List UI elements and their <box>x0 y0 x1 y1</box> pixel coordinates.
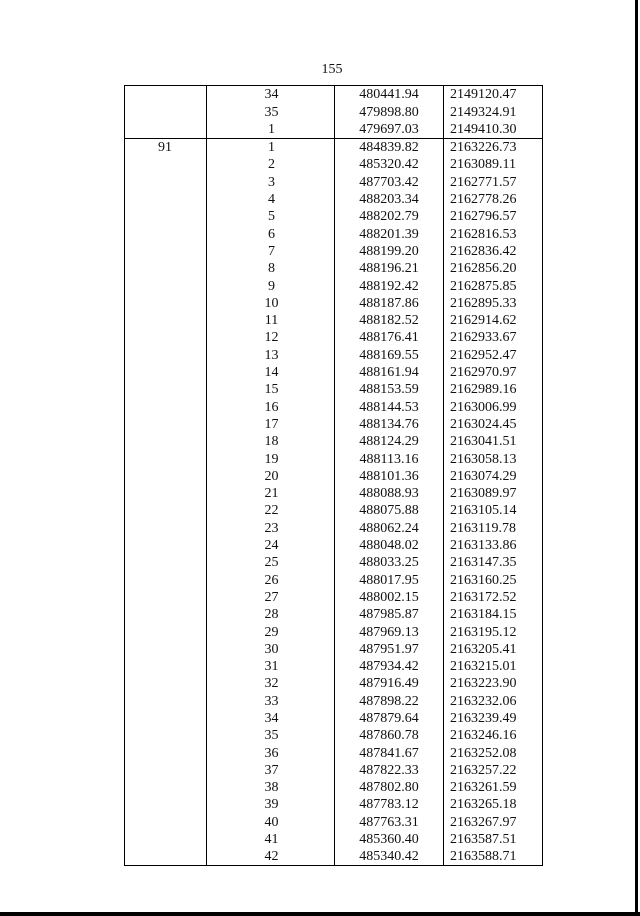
cell-point-number: 25 <box>207 554 335 571</box>
cell-point-number: 8 <box>207 260 335 277</box>
cell-x-coordinate: 487822.33 <box>335 762 444 779</box>
cell-y-coordinate: 2163239.49 <box>444 710 543 727</box>
table-row <box>125 641 543 658</box>
cell-point-number: 29 <box>207 623 335 640</box>
table-row <box>125 727 543 744</box>
table-row <box>125 502 543 519</box>
cell-y-coordinate: 2162796.57 <box>444 208 543 225</box>
cell-y-coordinate: 2163205.41 <box>444 641 543 658</box>
cell-y-coordinate: 2162771.57 <box>444 173 543 190</box>
scan-border-right <box>635 0 638 916</box>
cell-y-coordinate: 2162914.62 <box>444 312 543 329</box>
cell-group-id <box>125 260 207 277</box>
cell-point-number: 39 <box>207 796 335 813</box>
cell-y-coordinate: 2163195.12 <box>444 623 543 640</box>
table-row <box>125 346 543 363</box>
cell-y-coordinate: 2163172.52 <box>444 589 543 606</box>
cell-y-coordinate: 2149410.30 <box>444 121 543 139</box>
table-row <box>125 312 543 329</box>
cell-x-coordinate: 479697.03 <box>335 121 444 139</box>
cell-point-number: 35 <box>207 103 335 120</box>
cell-y-coordinate: 2163024.45 <box>444 416 543 433</box>
cell-y-coordinate: 2162778.26 <box>444 191 543 208</box>
cell-x-coordinate: 488182.52 <box>335 312 444 329</box>
cell-x-coordinate: 485360.40 <box>335 831 444 848</box>
cell-point-number: 34 <box>207 86 335 104</box>
cell-group-id <box>125 450 207 467</box>
cell-x-coordinate: 479898.80 <box>335 103 444 120</box>
cell-y-coordinate: 2162970.97 <box>444 364 543 381</box>
cell-y-coordinate: 2163147.35 <box>444 554 543 571</box>
cell-point-number: 24 <box>207 537 335 554</box>
cell-x-coordinate: 488192.42 <box>335 277 444 294</box>
cell-x-coordinate: 488033.25 <box>335 554 444 571</box>
cell-point-number: 14 <box>207 364 335 381</box>
cell-group-id <box>125 156 207 173</box>
cell-point-number: 37 <box>207 762 335 779</box>
cell-group-id <box>125 208 207 225</box>
cell-x-coordinate: 487985.87 <box>335 606 444 623</box>
cell-group-id <box>125 762 207 779</box>
cell-x-coordinate: 485340.42 <box>335 848 444 866</box>
cell-y-coordinate: 2162875.85 <box>444 277 543 294</box>
cell-point-number: 30 <box>207 641 335 658</box>
cell-y-coordinate: 2163223.90 <box>444 675 543 692</box>
cell-x-coordinate: 488196.21 <box>335 260 444 277</box>
cell-point-number: 32 <box>207 675 335 692</box>
cell-x-coordinate: 488062.24 <box>335 519 444 536</box>
cell-y-coordinate: 2149324.91 <box>444 103 543 120</box>
cell-group-id <box>125 710 207 727</box>
cell-group-id <box>125 295 207 312</box>
cell-y-coordinate: 2149120.47 <box>444 86 543 104</box>
table-row <box>125 86 543 104</box>
table-row <box>125 277 543 294</box>
cell-x-coordinate: 487763.31 <box>335 813 444 830</box>
table-row <box>125 848 543 866</box>
scan-border-bottom <box>0 912 640 916</box>
table-row <box>125 225 543 242</box>
table-row <box>125 243 543 260</box>
cell-group-id <box>125 346 207 363</box>
cell-x-coordinate: 488203.34 <box>335 191 444 208</box>
cell-point-number: 19 <box>207 450 335 467</box>
cell-x-coordinate: 488101.36 <box>335 468 444 485</box>
cell-y-coordinate: 2163232.06 <box>444 692 543 709</box>
cell-x-coordinate: 487951.97 <box>335 641 444 658</box>
cell-y-coordinate: 2163252.08 <box>444 744 543 761</box>
cell-x-coordinate: 488144.53 <box>335 398 444 415</box>
cell-y-coordinate: 2163588.71 <box>444 848 543 866</box>
cell-x-coordinate: 487879.64 <box>335 710 444 727</box>
cell-point-number: 6 <box>207 225 335 242</box>
cell-y-coordinate: 2162836.42 <box>444 243 543 260</box>
cell-group-id <box>125 537 207 554</box>
cell-group-id <box>125 277 207 294</box>
table-row <box>125 485 543 502</box>
table-row <box>125 191 543 208</box>
cell-point-number: 42 <box>207 848 335 866</box>
cell-y-coordinate: 2163105.14 <box>444 502 543 519</box>
cell-point-number: 33 <box>207 692 335 709</box>
cell-group-id <box>125 86 207 104</box>
cell-y-coordinate: 2163261.59 <box>444 779 543 796</box>
cell-group-id <box>125 831 207 848</box>
cell-group-id <box>125 502 207 519</box>
cell-group-id <box>125 554 207 571</box>
cell-x-coordinate: 488202.79 <box>335 208 444 225</box>
cell-y-coordinate: 2163119.78 <box>444 519 543 536</box>
table-row <box>125 295 543 312</box>
table-row <box>125 398 543 415</box>
cell-group-id <box>125 571 207 588</box>
cell-y-coordinate: 2163215.01 <box>444 658 543 675</box>
cell-x-coordinate: 487916.49 <box>335 675 444 692</box>
cell-x-coordinate: 488017.95 <box>335 571 444 588</box>
cell-x-coordinate: 488187.86 <box>335 295 444 312</box>
cell-group-id <box>125 191 207 208</box>
cell-group-id: 91 <box>125 138 207 156</box>
cell-x-coordinate: 488075.88 <box>335 502 444 519</box>
cell-y-coordinate: 2163246.16 <box>444 727 543 744</box>
cell-point-number: 36 <box>207 744 335 761</box>
cell-point-number: 15 <box>207 381 335 398</box>
cell-point-number: 16 <box>207 398 335 415</box>
table-row <box>125 623 543 640</box>
table-row <box>125 537 543 554</box>
cell-x-coordinate: 488113.16 <box>335 450 444 467</box>
cell-y-coordinate: 2162816.53 <box>444 225 543 242</box>
cell-y-coordinate: 2163160.25 <box>444 571 543 588</box>
cell-y-coordinate: 2162952.47 <box>444 346 543 363</box>
cell-point-number: 11 <box>207 312 335 329</box>
cell-x-coordinate: 485320.42 <box>335 156 444 173</box>
cell-point-number: 13 <box>207 346 335 363</box>
cell-point-number: 10 <box>207 295 335 312</box>
cell-x-coordinate: 480441.94 <box>335 86 444 104</box>
cell-point-number: 31 <box>207 658 335 675</box>
cell-x-coordinate: 487898.22 <box>335 692 444 709</box>
table-row <box>125 519 543 536</box>
cell-group-id <box>125 381 207 398</box>
cell-x-coordinate: 488201.39 <box>335 225 444 242</box>
cell-y-coordinate: 2162933.67 <box>444 329 543 346</box>
cell-group-id <box>125 225 207 242</box>
cell-group-id <box>125 675 207 692</box>
cell-y-coordinate: 2162895.33 <box>444 295 543 312</box>
cell-x-coordinate: 487783.12 <box>335 796 444 813</box>
cell-group-id <box>125 329 207 346</box>
table-row <box>125 658 543 675</box>
cell-group-id <box>125 727 207 744</box>
table-row <box>125 260 543 277</box>
cell-group-id <box>125 173 207 190</box>
table-row <box>125 381 543 398</box>
table-row <box>125 450 543 467</box>
cell-point-number: 23 <box>207 519 335 536</box>
cell-group-id <box>125 623 207 640</box>
cell-x-coordinate: 487860.78 <box>335 727 444 744</box>
cell-group-id <box>125 312 207 329</box>
cell-group-id <box>125 779 207 796</box>
table-row <box>125 416 543 433</box>
table-row <box>125 103 543 120</box>
table-row <box>125 468 543 485</box>
table-row <box>125 433 543 450</box>
cell-y-coordinate: 2163041.51 <box>444 433 543 450</box>
cell-group-id <box>125 468 207 485</box>
cell-group-id <box>125 243 207 260</box>
cell-point-number: 41 <box>207 831 335 848</box>
cell-point-number: 12 <box>207 329 335 346</box>
cell-point-number: 9 <box>207 277 335 294</box>
coordinates-table-body <box>125 86 543 866</box>
table-row <box>125 813 543 830</box>
cell-point-number: 28 <box>207 606 335 623</box>
cell-y-coordinate: 2163265.18 <box>444 796 543 813</box>
cell-y-coordinate: 2163257.22 <box>444 762 543 779</box>
cell-y-coordinate: 2163184.15 <box>444 606 543 623</box>
cell-group-id <box>125 416 207 433</box>
cell-y-coordinate: 2163587.51 <box>444 831 543 848</box>
cell-group-id <box>125 519 207 536</box>
table-row <box>125 329 543 346</box>
cell-group-id <box>125 744 207 761</box>
table-row <box>125 796 543 813</box>
cell-y-coordinate: 2163089.11 <box>444 156 543 173</box>
cell-x-coordinate: 488124.29 <box>335 433 444 450</box>
cell-point-number: 7 <box>207 243 335 260</box>
cell-y-coordinate: 2163089.97 <box>444 485 543 502</box>
cell-point-number: 2 <box>207 156 335 173</box>
cell-group-id <box>125 433 207 450</box>
cell-point-number: 34 <box>207 710 335 727</box>
cell-x-coordinate: 484839.82 <box>335 138 444 156</box>
page-number: 155 <box>321 62 343 77</box>
cell-y-coordinate: 2163267.97 <box>444 813 543 830</box>
cell-group-id <box>125 658 207 675</box>
cell-point-number: 38 <box>207 779 335 796</box>
cell-group-id <box>125 121 207 139</box>
cell-x-coordinate: 487969.13 <box>335 623 444 640</box>
cell-group-id <box>125 606 207 623</box>
cell-x-coordinate: 487841.67 <box>335 744 444 761</box>
cell-group-id <box>125 848 207 866</box>
cell-point-number: 18 <box>207 433 335 450</box>
table-row <box>125 571 543 588</box>
cell-group-id <box>125 398 207 415</box>
cell-x-coordinate: 488176.41 <box>335 329 444 346</box>
cell-y-coordinate: 2163226.73 <box>444 138 543 156</box>
cell-x-coordinate: 488169.55 <box>335 346 444 363</box>
cell-point-number: 40 <box>207 813 335 830</box>
table-row <box>125 589 543 606</box>
cell-point-number: 3 <box>207 173 335 190</box>
cell-point-number: 22 <box>207 502 335 519</box>
cell-point-number: 21 <box>207 485 335 502</box>
cell-y-coordinate: 2163074.29 <box>444 468 543 485</box>
cell-x-coordinate: 487802.80 <box>335 779 444 796</box>
table-row <box>125 744 543 761</box>
table-row <box>125 675 543 692</box>
table-row <box>125 156 543 173</box>
cell-y-coordinate: 2163133.86 <box>444 537 543 554</box>
table-row <box>125 121 543 139</box>
cell-group-id <box>125 796 207 813</box>
table-row <box>125 692 543 709</box>
cell-y-coordinate: 2162989.16 <box>444 381 543 398</box>
cell-group-id <box>125 589 207 606</box>
cell-y-coordinate: 2163006.99 <box>444 398 543 415</box>
cell-y-coordinate: 2162856.20 <box>444 260 543 277</box>
cell-x-coordinate: 488002.15 <box>335 589 444 606</box>
cell-group-id <box>125 364 207 381</box>
cell-x-coordinate: 488161.94 <box>335 364 444 381</box>
cell-group-id <box>125 813 207 830</box>
cell-point-number: 26 <box>207 571 335 588</box>
table-row <box>125 554 543 571</box>
cell-x-coordinate: 488048.02 <box>335 537 444 554</box>
coordinates-table-container <box>124 85 542 866</box>
cell-y-coordinate: 2163058.13 <box>444 450 543 467</box>
cell-point-number: 17 <box>207 416 335 433</box>
table-row <box>125 606 543 623</box>
table-row <box>125 364 543 381</box>
cell-x-coordinate: 487703.42 <box>335 173 444 190</box>
cell-point-number: 5 <box>207 208 335 225</box>
cell-group-id <box>125 692 207 709</box>
cell-x-coordinate: 488199.20 <box>335 243 444 260</box>
table-row <box>125 831 543 848</box>
cell-x-coordinate: 487934.42 <box>335 658 444 675</box>
cell-point-number: 20 <box>207 468 335 485</box>
table-row <box>125 138 543 156</box>
cell-point-number: 4 <box>207 191 335 208</box>
table-row <box>125 173 543 190</box>
cell-point-number: 1 <box>207 121 335 139</box>
cell-group-id <box>125 641 207 658</box>
table-row <box>125 710 543 727</box>
table-row <box>125 762 543 779</box>
cell-x-coordinate: 488134.76 <box>335 416 444 433</box>
table-row <box>125 779 543 796</box>
cell-point-number: 35 <box>207 727 335 744</box>
cell-point-number: 27 <box>207 589 335 606</box>
cell-x-coordinate: 488088.93 <box>335 485 444 502</box>
cell-point-number: 1 <box>207 138 335 156</box>
cell-x-coordinate: 488153.59 <box>335 381 444 398</box>
cell-group-id <box>125 103 207 120</box>
cell-group-id <box>125 485 207 502</box>
coordinates-table <box>124 85 543 866</box>
table-row <box>125 208 543 225</box>
